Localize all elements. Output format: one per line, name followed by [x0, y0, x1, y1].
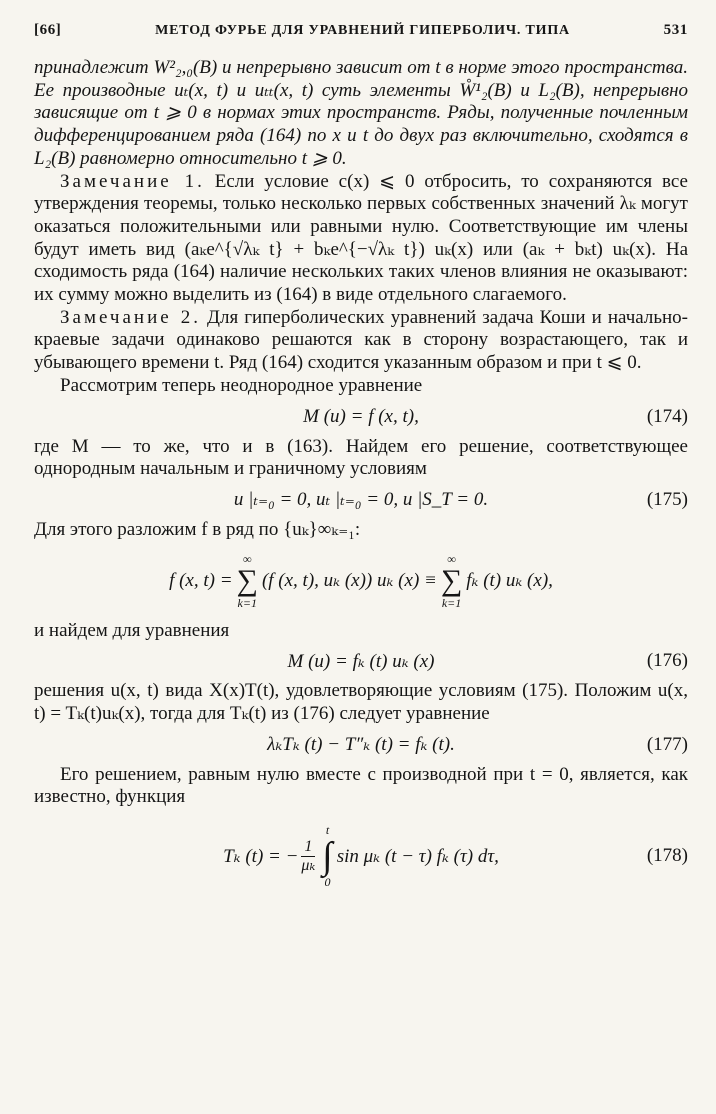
remark-2-label: Замечание 2. [60, 306, 201, 328]
sum-symbol-1 [237, 552, 258, 610]
paragraph-consider: Рассмотрим теперь неоднородное уравнение [60, 374, 423, 396]
integral-icon: ∫ [322, 835, 333, 878]
sum-2-lower: k=1 [441, 595, 462, 610]
remark-2 [34, 307, 688, 375]
page-number: 531 [663, 22, 688, 38]
sum-1-upper: ∞ [242, 551, 252, 566]
fraction [301, 838, 315, 875]
fraction-numerator: 1 [304, 837, 313, 855]
remark-2-body: Для гиперболических уравнений задача Коши и начально-краевые задачи одинаково решаются как в сторону возрастающего, так и убывающего времени t. Ряд (164) сходится указанным образом и при t ⩽ 0. [34, 306, 688, 374]
equation-178 [34, 809, 688, 903]
sum-2-upper: ∞ [447, 551, 456, 566]
paragraph-its-solution: Его решением, равным нулю вместе с производной при t = 0, является, как известно, функция [34, 763, 688, 808]
running-header [34, 22, 688, 39]
expansion-equation [34, 542, 688, 620]
remark-1 [34, 171, 688, 307]
equation-176 [34, 642, 688, 680]
sigma-icon: ∑ [236, 563, 258, 597]
equation-175-body: u |ₜ₌₀ = 0, uₜ |ₜ₌₀ = 0, u |S_T = 0. [233, 489, 489, 511]
integral-upper-limit: t [325, 823, 330, 838]
remark-1-body: Если условие c(x) ⩽ 0 отбросить, то сохраняются все утверждения теоремы, только несколько первых собственных значений λₖ могут оказаться положительными или равными нулю. Соответствующие им члены будут иметь вид (aₖe^{√λₖ t} + bₖe^{−√λₖ t}) uₖ(x) или (aₖ + bₖt) uₖ(x). На сходимость ряда (164) наличие нескольких таких членов влияния не оказывают: их сумму можно выделить из (164) в виде отдельного слагаемого. [34, 170, 688, 306]
running-title: МЕТОД ФУРЬЕ ДЛЯ УРАВНЕНИЙ ГИПЕРБОЛИЧ. ТИПА [155, 23, 570, 38]
theorem-continuation: принадлежит W²₂,₀(B) и непрерывно зависит от t в норме этого пространства. Ее производные uₜ(x, t) и uₜₜ(x, t) суть элементы W̊¹₂(B) и L₂(B), непрерывно зависящие от t ⩾ 0 в нормах этих пространств. Ряды, полученные почленным дифференцированием ряда (164) по x и t до двух раз включительно, сходятся в L₂(B) равномерно относительно t ⩾ 0. [34, 57, 688, 169]
expansion-lhs: f (x, t) = [169, 569, 233, 591]
remark-1-label: Замечание 1. [60, 170, 205, 192]
equation-175-number: (175) [646, 488, 688, 510]
equation-174-body: M (u) = f (x, t), [303, 405, 419, 427]
equation-178-number: (178) [646, 845, 688, 867]
sum-1-lower: k=1 [237, 595, 257, 610]
equation-177 [34, 726, 688, 764]
equation-177-body: λₖTₖ (t) − T″ₖ (t) = fₖ (t). [267, 734, 455, 756]
paragraph-where: где M — то же, что и в (163). Найдем его решение, соответствующее однородным начальным и граничному условиям [34, 435, 688, 480]
equation-174-number: (174) [646, 405, 688, 427]
fraction-denominator: μₖ [301, 856, 316, 874]
paragraph-find: и найдем для уравнения [34, 619, 230, 641]
integral-lower-limit: 0 [324, 875, 331, 890]
paragraph-solutions: решения u(x, t) вида X(x)T(t), удовлетворяющие условиям (175). Положим u(x, t) = Tₖ(t)uₖ(x), тогда для Tₖ(t) из (176) следует уравнение [34, 680, 688, 725]
paragraph-expand: Для этого разложим f в ряд по {uₖ}∞ₖ₌₁: [34, 518, 361, 540]
expansion-mid: (f (x, t), uₖ (x)) uₖ (x) ≡ [261, 570, 437, 592]
section-number: [66] [34, 22, 62, 38]
equation-175 [34, 481, 688, 519]
equation-178-lhs: Tₖ (t) = − [223, 845, 299, 867]
equation-178-rhs: sin μₖ (t − τ) fₖ (τ) dτ, [336, 845, 499, 867]
equation-176-number: (176) [646, 650, 688, 672]
expansion-rhs: fₖ (t) uₖ (x), [466, 570, 553, 592]
sigma-icon: ∑ [440, 563, 463, 597]
sum-symbol-2 [441, 552, 462, 610]
equation-176-body: M (u) = fₖ (t) uₖ (x) [287, 650, 435, 672]
equation-174 [34, 398, 688, 436]
integral-symbol [322, 823, 332, 889]
equation-177-number: (177) [646, 733, 688, 755]
